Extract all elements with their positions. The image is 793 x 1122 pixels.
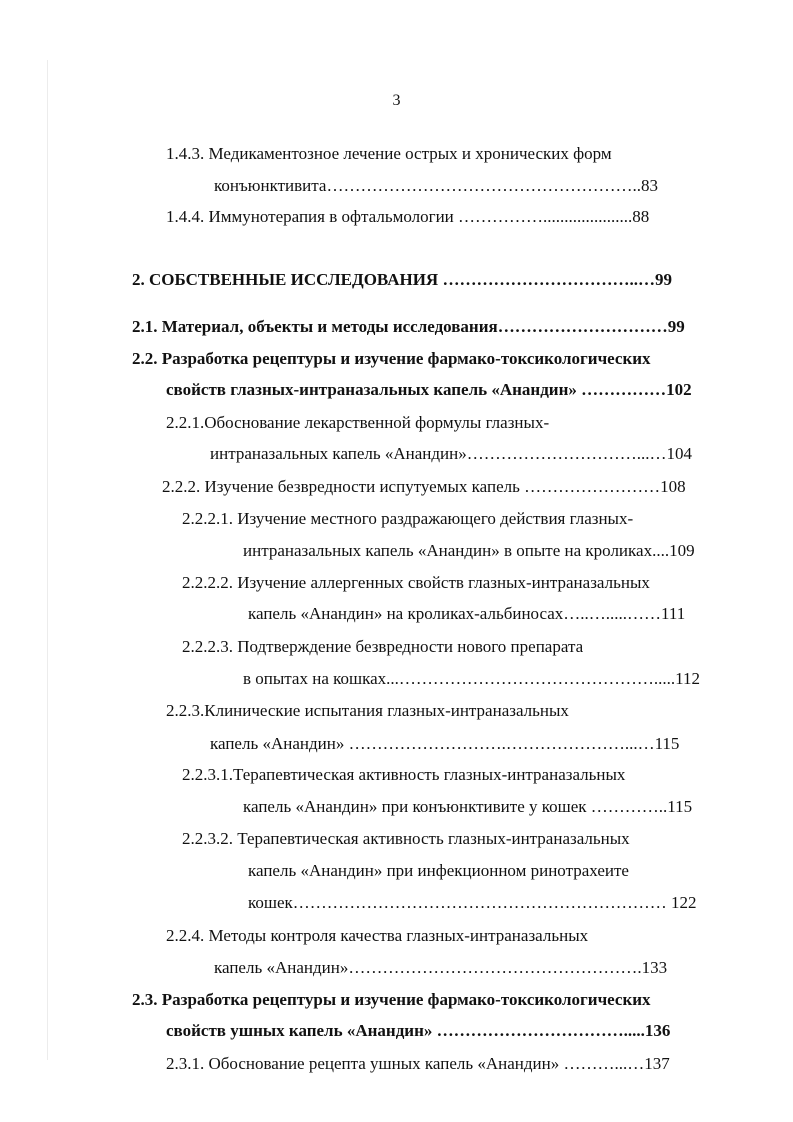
toc-line: 2.2.2. Изучение безвредности испутуемых капель ……………………108 xyxy=(162,477,686,496)
toc-line: 1.4.4. Иммунотерапия в офтальмологии …………….....................88 xyxy=(166,207,650,226)
toc-line: в опытах на кошках...……………………………………….....112 xyxy=(243,669,701,688)
toc-line: 2.2.4. Методы контроля качества глазных-интраназальных xyxy=(166,926,589,945)
toc-subsection-heading: свойств ушных капель «Анандин» …………………………….....136 xyxy=(166,1021,671,1040)
toc-line: интраназальных капель «Анандин» в опыте на кроликах....109 xyxy=(243,541,695,560)
toc-line: капель «Анандин» на кроликах-альбиносах…..….....……111 xyxy=(248,604,686,623)
toc-line: интраназальных капель «Анандин»…………………………...…104 xyxy=(210,444,693,463)
toc-line: 2.2.2.1. Изучение местного раздражающего действия глазных- xyxy=(182,509,634,528)
toc-line: капель «Анандин» при конъюнктивите у кошек …………..115 xyxy=(243,797,693,816)
toc-line: 2.2.2.3. Подтверждение безвредности нового препарата xyxy=(182,637,584,656)
toc-line: 2.2.3.1.Терапевтическая активность глазных-интраназальных xyxy=(182,765,626,784)
toc-subsection-heading: 2.3. Разработка рецептуры и изучение фармако-токсикологических xyxy=(132,990,651,1009)
page-edge-shadow xyxy=(47,60,48,1060)
toc-line: 2.2.3.2. Терапевтическая активность глазных-интраназальных xyxy=(182,829,630,848)
toc-subsection-heading: свойств глазных-интраназальных капель «Анандин» ……………102 xyxy=(166,380,692,399)
toc-line: 2.2.1.Обоснование лекарственной формулы глазных- xyxy=(166,413,550,432)
toc-subsection-heading: 2.2. Разработка рецептуры и изучение фармако-токсикологических xyxy=(132,349,651,368)
toc-line: кошек………………………………………………………… 122 xyxy=(248,893,697,912)
toc-line: 2.3.1. Обоснование рецепта ушных капель «Анандин» ………...…137 xyxy=(166,1054,670,1073)
page-number: 3 xyxy=(392,92,401,109)
toc-subsection-heading: 2.1. Материал, объекты и методы исследования…………………………99 xyxy=(132,317,685,336)
toc-line: капель «Анандин» ……………………….…………………...…115 xyxy=(210,734,680,753)
toc-line: конъюнктивита………………………………………………..83 xyxy=(214,176,658,195)
toc-section-heading: 2. СОБСТВЕННЫЕ ИССЛЕДОВАНИЯ ……………………………..…99 xyxy=(132,270,672,289)
toc-line: капель «Анандин» при инфекционном ринотрахеите xyxy=(248,861,629,880)
toc-line: 2.2.2.2. Изучение аллергенных свойств глазных-интраназальных xyxy=(182,573,650,592)
toc-line: 1.4.3. Медикаментозное лечение острых и хронических форм xyxy=(166,144,612,163)
toc-line: 2.2.3.Клинические испытания глазных-интраназальных xyxy=(166,701,569,720)
toc-line: капель «Анандин»…………………………………………….133 xyxy=(214,958,668,977)
